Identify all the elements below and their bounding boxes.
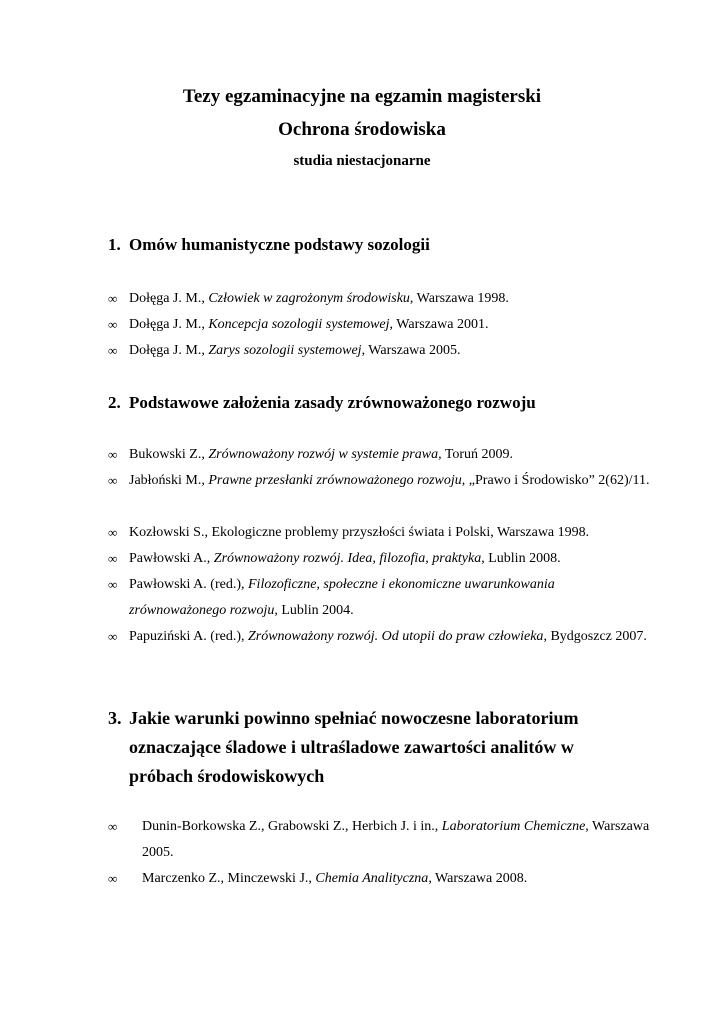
ref-work: Filozoficzne, społeczne i ekonomiczne uwarunkowania zrównoważonego rozwoju	[129, 577, 555, 618]
ref-work: Chemia Analityczna	[315, 871, 429, 886]
ref-author: Dołęga J. M.,	[129, 291, 209, 306]
reference-item	[108, 572, 653, 624]
ref-rest: , Warszawa 2008.	[428, 871, 528, 886]
infinity-bullet-icon: ∞	[108, 629, 118, 644]
ref-author: Dunin-Borkowska Z., Grabowski Z., Herbich J. i in.,	[142, 819, 442, 834]
reference-item	[108, 866, 653, 892]
ref-rest: Toruń 2009.	[441, 447, 514, 462]
infinity-bullet-icon: ∞	[108, 819, 118, 834]
reference-item	[108, 814, 653, 866]
reference-item	[108, 312, 653, 338]
ref-author: Bukowski Z.,	[129, 447, 209, 462]
infinity-bullet-icon: ∞	[108, 317, 118, 332]
ref-author: Jabłoński M.,	[129, 473, 209, 488]
ref-author: Pawłowski A.,	[129, 551, 214, 566]
reference-item	[108, 286, 653, 312]
section-heading-1	[108, 230, 628, 259]
ref-author: Pawłowski A. (red.),	[129, 577, 248, 592]
ref-work: Laboratorium Chemiczne	[441, 819, 586, 834]
ref-rest: , Lublin 2004.	[274, 603, 354, 618]
reference-item	[108, 546, 653, 572]
ref-author: Papuziński A. (red.),	[129, 629, 248, 644]
ref-author: Dołęga J. M.,	[129, 317, 209, 332]
ref-rest: , Warszawa 2005.	[142, 819, 650, 860]
ref-rest: , Lublin 2008.	[481, 551, 561, 566]
section-number: 3.	[108, 708, 122, 728]
study-mode: studia niestacjonarne	[293, 153, 431, 169]
reference-item	[108, 468, 653, 494]
ref-work: Człowiek w zagrożonym środowisku	[208, 291, 410, 306]
infinity-bullet-icon: ∞	[108, 551, 118, 566]
section-number: 2.	[108, 393, 121, 412]
section-title: Omów humanistyczne podstawy sozologii	[129, 235, 430, 254]
ref-author: Kozłowski S., Ekologiczne problemy przyszłości świata i Polski, Warszawa 1998.	[129, 525, 590, 540]
ref-work: Zrównoważony rozwój. Od utopii do praw człowieka	[247, 629, 544, 644]
infinity-bullet-icon: ∞	[108, 525, 118, 540]
section-heading-3	[108, 704, 628, 791]
ref-work: Prawne przesłanki zrównoważonego rozwoju	[208, 473, 462, 488]
section-title: Jakie warunki powinno spełniać nowoczesne laboratorium oznaczające śladowe i ultraśladowe zawartości analitów w próbach środowiskowych	[129, 708, 579, 786]
ref-author: Dołęga J. M.,	[129, 343, 209, 358]
ref-rest: , Bydgoszcz 2007.	[543, 629, 647, 644]
document-title: Tezy egzaminacyjne na egzamin magisterski	[182, 86, 542, 107]
reference-item	[108, 442, 653, 468]
infinity-bullet-icon: ∞	[108, 871, 118, 886]
infinity-bullet-icon: ∞	[108, 343, 118, 358]
infinity-bullet-icon: ∞	[108, 577, 118, 592]
ref-work: Koncepcja sozologii systemowej	[208, 317, 390, 332]
ref-work: Zarys sozologii systemowej	[208, 343, 362, 358]
reference-item	[108, 520, 653, 546]
infinity-bullet-icon: ∞	[108, 473, 118, 488]
section-title: Podstawowe założenia zasady zrównoważonego rozwoju	[129, 393, 536, 412]
section-heading-2	[108, 388, 628, 417]
reference-item	[108, 338, 653, 364]
field-of-study: Ochrona środowiska	[278, 119, 446, 140]
infinity-bullet-icon: ∞	[108, 291, 118, 306]
ref-author: Marczenko Z., Minczewski J.,	[142, 871, 316, 886]
ref-rest: , „Prawo i Środowisko” 2(62)/11.	[461, 473, 650, 488]
reference-item	[108, 624, 653, 650]
ref-work: Zrównoważony rozwój. Idea, filozofia, praktyka	[213, 551, 482, 566]
infinity-bullet-icon: ∞	[108, 447, 118, 462]
ref-rest: , Warszawa 1998.	[409, 291, 509, 306]
ref-rest: , Warszawa 2001.	[389, 317, 489, 332]
ref-work: Zrównoważony rozwój w systemie prawa,	[208, 447, 442, 462]
section-number: 1.	[108, 235, 121, 254]
ref-rest: , Warszawa 2005.	[361, 343, 461, 358]
